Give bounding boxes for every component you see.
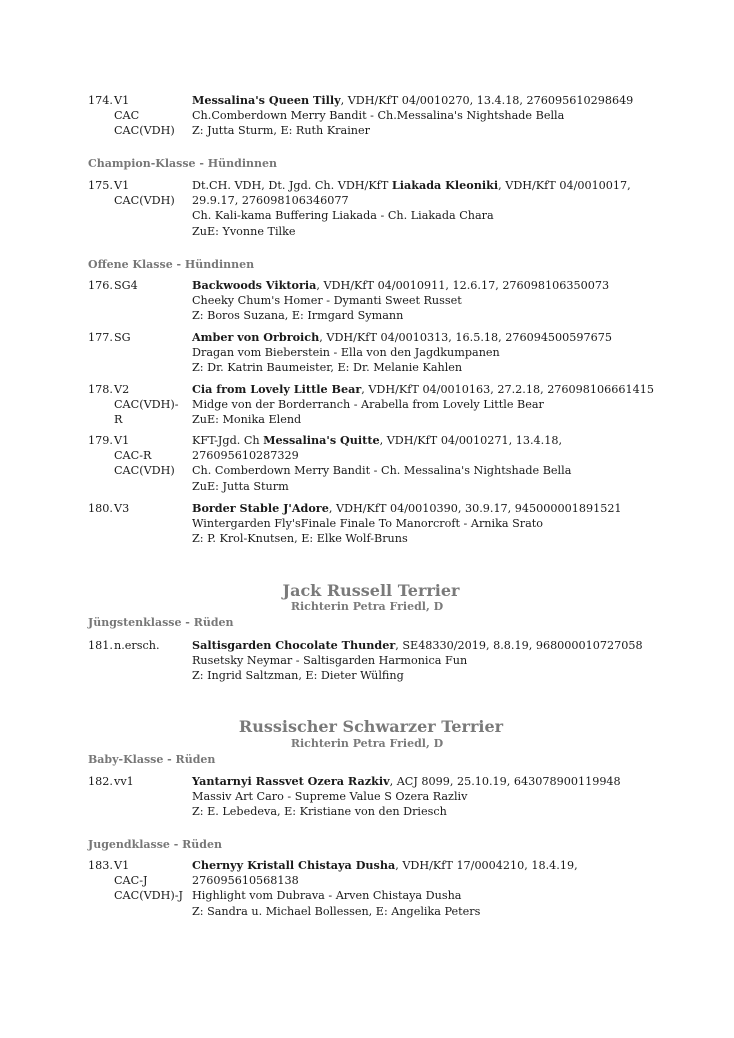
- class-heading: Baby-Klasse - Rüden: [88, 753, 216, 766]
- entry-grades: [114, 278, 194, 293]
- grade: V1: [114, 94, 130, 107]
- pedigree: Midge von der Borderranch - Arabella from Lovely Little Bear: [192, 398, 544, 412]
- entry-grades: [114, 858, 194, 904]
- entry-number: 177.: [88, 331, 113, 344]
- breeder-owner: ZuE: Monika Elend: [192, 413, 302, 427]
- breeder-owner: Z: Dr. Katrin Baumeister, E: Dr. Melanie Kahlen: [192, 361, 463, 375]
- breed-name: Russischer Schwarzer Terrier: [238, 717, 504, 736]
- judge-name: [0, 600, 734, 613]
- pedigree: Rusetsky Neymar - Saltisgarden Harmonica Fun: [192, 654, 468, 668]
- entry-title-line: [192, 433, 662, 448]
- entry-details: [192, 638, 662, 684]
- entry-title-line: [192, 774, 662, 789]
- class-heading: Jüngstenklasse - Rüden: [88, 616, 234, 629]
- entry-grades: [114, 382, 194, 428]
- registration: , VDH/KfT 04/0010163, 27.2.18, 276098106661415: [361, 383, 654, 396]
- entry-grades: [114, 330, 194, 345]
- grade: CAC(VDH)-: [114, 398, 179, 412]
- judge-text: Richterin Petra Friedl, D: [290, 737, 444, 750]
- title-prefix: KFT-Jgd. Ch: [192, 434, 264, 447]
- entry-title-line: [192, 330, 662, 345]
- grade: SG: [114, 331, 131, 344]
- entry-grades: [114, 638, 194, 653]
- entry-details: [192, 278, 662, 324]
- title-prefix: Dt.CH. VDH, Dt. Jgd. Ch. VDH/KfT: [192, 179, 392, 192]
- entry-number: 176.: [88, 279, 113, 292]
- entry-details: [192, 93, 662, 139]
- grade: CAC(VDH): [114, 124, 175, 138]
- grade: R: [114, 413, 123, 427]
- breed-name: Jack Russell Terrier: [282, 581, 460, 600]
- pedigree: Ch.Comberdown Merry Bandit - Ch.Messalina's Nightshade Bella: [192, 109, 565, 123]
- pedigree: Massiv Art Caro - Supreme Value S Ozera Razliv: [192, 790, 468, 804]
- entry-title-line: [192, 178, 662, 193]
- breeder-owner: Z: P. Krol-Knutsen, E: Elke Wolf-Bruns: [192, 532, 408, 546]
- breeder-owner: ZuE: Yvonne Tilke: [192, 224, 296, 238]
- grade: V1: [114, 859, 130, 872]
- grade: V1: [114, 434, 130, 447]
- registration-cont: 29.9.17, 276098106346077: [192, 194, 349, 208]
- dog-name: Liakada Kleoniki: [391, 178, 499, 192]
- entry-title-line: [192, 382, 662, 397]
- grade: CAC(VDH)-J: [114, 889, 183, 903]
- entry-number: 174.: [88, 94, 113, 107]
- breeder-owner: Z: Boros Suzana, E: Irmgard Symann: [192, 309, 404, 323]
- grade: CAC(VDH): [114, 194, 175, 208]
- entry-number: 178.: [88, 383, 113, 396]
- entry-details: [192, 501, 662, 547]
- dog-name: Messalina's Queen Tilly: [192, 93, 341, 107]
- dog-name: Saltisgarden Chocolate Thunder: [192, 638, 396, 652]
- pedigree: Ch. Comberdown Merry Bandit - Ch. Messalina's Nightshade Bella: [192, 464, 572, 478]
- pedigree: Dragan vom Bieberstein - Ella von den Jagdkumpanen: [192, 346, 500, 360]
- registration: , VDH/KfT 04/0010017,: [498, 179, 631, 192]
- registration: , VDH/KfT 04/0010313, 16.5.18, 276094500597675: [319, 331, 612, 344]
- registration: , VDH/KfT 04/0010270, 13.4.18, 276095610298649: [340, 94, 634, 107]
- entry-details: [192, 774, 662, 820]
- breed-title: [0, 581, 734, 600]
- class-heading: Champion-Klasse - Hündinnen: [88, 157, 278, 170]
- class-heading: Jugendklasse - Rüden: [88, 838, 222, 851]
- entry-grades: [114, 433, 194, 479]
- grade: CAC: [114, 109, 140, 123]
- class-heading: Offene Klasse - Hündinnen: [88, 258, 255, 271]
- entry-grades: [114, 501, 194, 516]
- registration: , SE48330/2019, 8.8.19, 968000010727058: [395, 639, 643, 652]
- entry-title-line: [192, 93, 662, 108]
- registration: , VDH/KfT 04/0010271, 13.4.18,: [379, 434, 563, 447]
- pedigree: Wintergarden Fly'sFinale Finale To Manorcroft - Arnika Srato: [192, 517, 543, 531]
- entry-title-line: [192, 858, 662, 873]
- registration-cont: 276095610287329: [192, 449, 299, 463]
- grade: CAC-J: [114, 874, 148, 888]
- entry-number: 183.: [88, 859, 113, 872]
- judge-text: Richterin Petra Friedl, D: [290, 600, 444, 613]
- entry-number: 180.: [88, 502, 113, 515]
- registration-cont: 276095610568138: [192, 874, 299, 888]
- grade: V3: [114, 502, 130, 515]
- registration: , VDH/KfT 04/0010390, 30.9.17, 945000001891521: [328, 502, 622, 515]
- registration: , ACJ 8099, 25.10.19, 643078900119948: [389, 775, 621, 788]
- entry-number: 181.: [88, 639, 113, 652]
- pedigree: Highlight vom Dubrava - Arven Chistaya Dusha: [192, 889, 462, 903]
- breeder-owner: Z: Jutta Sturm, E: Ruth Krainer: [192, 124, 370, 138]
- breeder-owner: Z: Ingrid Saltzman, E: Dieter Wülfing: [192, 669, 404, 683]
- dog-name: Border Stable J'Adore: [192, 501, 329, 515]
- entry-number: 175.: [88, 179, 113, 192]
- grade: V2: [114, 383, 130, 396]
- entry-number: 182.: [88, 775, 113, 788]
- entry-details: [192, 178, 662, 239]
- dog-name: Yantarnyi Rassvet Ozera Razkiv: [192, 774, 390, 788]
- grade: CAC-R: [114, 449, 152, 463]
- entry-title-line: [192, 638, 662, 653]
- pedigree: Cheeky Chum's Homer - Dymanti Sweet Russet: [192, 294, 462, 308]
- entry-title-line: [192, 278, 662, 293]
- grade: CAC(VDH): [114, 464, 175, 478]
- entry-details: [192, 858, 662, 919]
- entry-details: [192, 433, 662, 494]
- dog-name: Cia from Lovely Little Bear: [192, 382, 362, 396]
- judge-name: [0, 737, 734, 750]
- dog-name: Amber von Orbroich: [192, 330, 320, 344]
- entry-grades: [114, 774, 194, 789]
- breeder-owner: Z: Sandra u. Michael Bollessen, E: Angelika Peters: [192, 904, 481, 918]
- entry-grades: [114, 178, 194, 208]
- dog-name: Messalina's Quitte: [263, 433, 380, 447]
- registration: , VDH/KfT 04/0010911, 12.6.17, 276098106350073: [316, 279, 610, 292]
- grade: V1: [114, 179, 130, 192]
- breed-title: [0, 717, 734, 736]
- breeder-owner: Z: E. Lebedeva, E: Kristiane von den Driesch: [192, 805, 447, 819]
- dog-name: Backwoods Viktoria: [192, 278, 317, 292]
- entry-grades: [114, 93, 194, 139]
- entry-number: 179.: [88, 434, 113, 447]
- registration: , VDH/KfT 17/0004210, 18.4.19,: [395, 859, 578, 872]
- entry-details: [192, 330, 662, 376]
- grade: n.ersch.: [114, 639, 160, 652]
- grade: SG4: [114, 279, 138, 292]
- grade: vv1: [114, 775, 134, 788]
- breeder-owner: ZuE: Jutta Sturm: [192, 479, 289, 493]
- entry-title-line: [192, 501, 662, 516]
- pedigree: Ch. Kali-kama Buffering Liakada - Ch. Liakada Chara: [192, 209, 494, 223]
- dog-name: Chernyy Kristall Chistaya Dusha: [192, 858, 396, 872]
- entry-details: [192, 382, 662, 428]
